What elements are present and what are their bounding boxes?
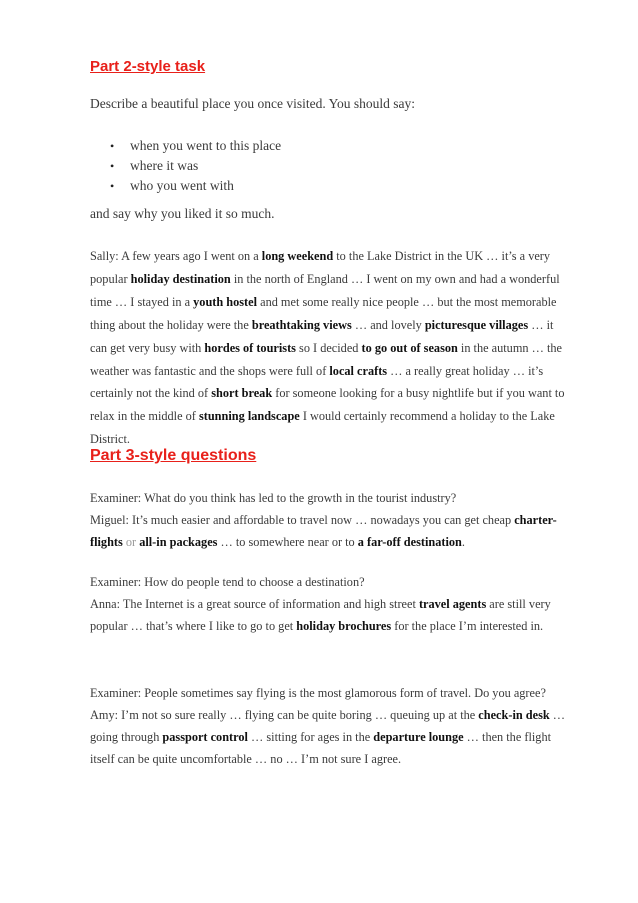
answer-text: Amy: I’m not so sure really … flying can be quite boring … queuing up at the [90, 708, 479, 722]
answer-text: in the north of England … I went on my own and had a wonderful time … I stayed in a [90, 271, 560, 309]
key-phrase: long weekend [261, 249, 334, 263]
answer-text: … and lovely [351, 317, 425, 332]
answer-text: Anna: The Internet is a great source of information and high street [90, 597, 419, 611]
key-phrase: breathtaking views [251, 317, 352, 332]
answer-text: … it can get very busy with [90, 317, 554, 355]
answer-text: … sitting for ages in the [247, 730, 374, 744]
exchange-growth [90, 487, 568, 553]
key-phrase: picturesque villages [424, 317, 529, 332]
part2-heading: Part 2-style task [90, 58, 206, 75]
answer-text: are still very popular … that’s where I like to go to get [90, 597, 551, 633]
task-outro: and say why you liked it so much. [90, 206, 275, 221]
answer-text: … then the flight itself can be quite uncomfortable … no … I’m not sure I agree. [90, 730, 552, 766]
key-phrase: all-in packages [139, 535, 218, 549]
answer-text: and met some really nice people … but the most memorable thing about the holiday were the [90, 294, 557, 332]
answer-text: Miguel: It’s much easier and affordable to travel now … nowadays you can get cheap [90, 513, 515, 527]
answer-text: I would certainly recommend a holiday to the Lake District. [90, 409, 555, 447]
bullet-item: • where it was [110, 156, 281, 176]
key-phrase: short break [211, 386, 273, 401]
sally-answer [90, 245, 568, 451]
examiner-question: Examiner: How do people tend to choose a destination? [90, 575, 365, 589]
answer-text: … to somewhere near or to [217, 535, 358, 549]
key-phrase: charter-flights [90, 513, 557, 549]
key-phrase: youth hostel [193, 294, 258, 309]
part3-heading: Part 3-style questions [90, 447, 257, 464]
key-phrase: a far-off destination [357, 535, 462, 549]
answer-text: for the place I’m interested in. [391, 619, 544, 633]
bullet-item: • who you went with [110, 176, 281, 196]
answer-text: so I decided [295, 340, 362, 355]
task-intro: Describe a beautiful place you once visited. You should say: [90, 96, 416, 111]
key-phrase: stunning landscape [198, 409, 300, 424]
exchange-destination [90, 571, 568, 637]
answer-text: . [461, 535, 465, 549]
key-phrase: departure lounge [373, 730, 464, 744]
examiner-question: Examiner: People sometimes say flying is the most glamorous form of travel. Do you agree? [90, 686, 546, 700]
exchange-flying [90, 682, 568, 770]
answer-text: or [122, 535, 140, 549]
answer-text: … a really great holiday … it’s certainly not the kind of [90, 363, 544, 401]
bullet-item: • when you went to this place [110, 136, 281, 156]
key-phrase: holiday brochures [296, 619, 392, 633]
key-phrase: hordes of tourists [204, 340, 296, 355]
answer-text: to the Lake District in the UK … it’s a very popular [90, 249, 551, 286]
key-phrase: check-in desk [478, 708, 550, 722]
answer-text: in the autumn … the weather was fantastic and the shops were full of [90, 340, 563, 378]
examiner-question: Examiner: What do you think has led to the growth in the tourist industry? [90, 491, 457, 505]
key-phrase: travel agents [418, 597, 487, 611]
key-phrase: local crafts [329, 363, 388, 378]
answer-text: … going through [90, 708, 566, 744]
answer-text: for someone looking for a busy nightlife but if you want to relax in the middle of [90, 386, 565, 424]
answer-text: Sally: A few years ago I went on a [90, 249, 262, 263]
key-phrase: to go out of season [361, 340, 458, 355]
task-bullet-list [110, 136, 281, 196]
key-phrase: holiday destination [130, 271, 231, 286]
key-phrase: passport control [162, 730, 248, 744]
